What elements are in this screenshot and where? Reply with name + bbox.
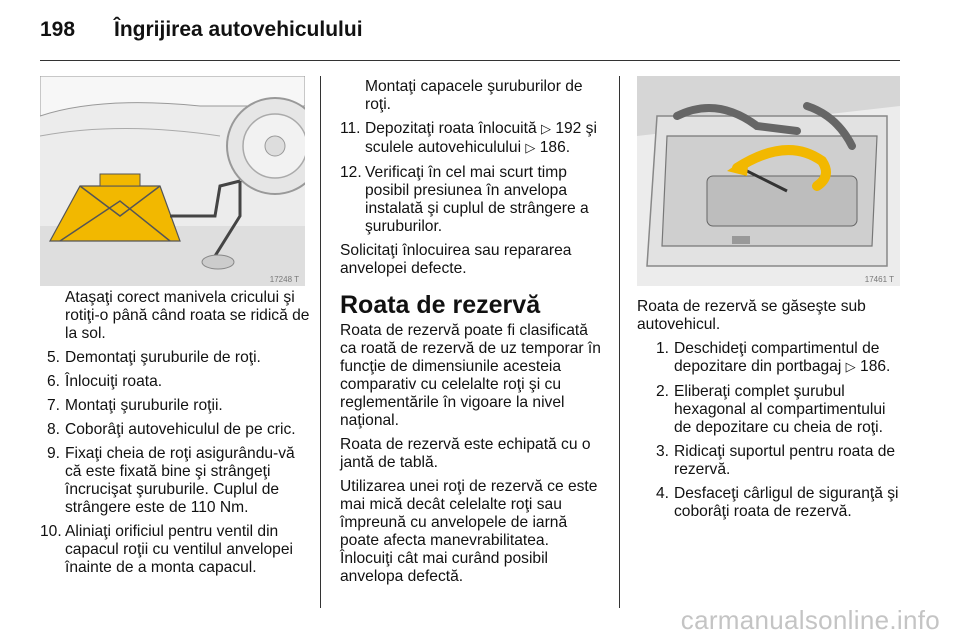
list-item: 6. Înlocuiţi roata. — [46, 373, 163, 390]
continued-step: Montaţi capacele şuruburilor de roţi. — [365, 78, 583, 113]
section-heading: Roata de rezervă — [340, 291, 541, 319]
figure-code: 17461 T — [864, 275, 894, 284]
jack-drawing — [40, 76, 305, 286]
left-column — [40, 289, 310, 577]
jack-illustration — [40, 76, 305, 286]
intro-paragraph: Ataşaţi corect manivela cricului şi rotiţi-o până când roata se ridică de la sol. — [65, 289, 310, 342]
watermark: carmanualsonline.info — [680, 605, 940, 635]
column-divider-right — [619, 76, 620, 608]
list-item: 11. Depozitaţi roata înlocuită ▷ 192 şi sculele autovehiculului ▷ 186. — [340, 120, 597, 156]
intro-paragraph: Roata de rezervă se găseşte sub autovehicul. — [637, 298, 866, 333]
paragraph: Roata de rezervă este echipată cu o jantă de tablă. — [340, 436, 591, 471]
list-item: 3. Ridicaţi suportul pentru roata de rezervă. — [655, 443, 896, 478]
paragraph: Solicitaţi înlocuirea sau repararea anvelopei defecte. — [340, 242, 572, 277]
list-item: 8. Coborâţi autovehiculul de pe cric. — [46, 421, 296, 438]
page-title: Îngrijirea autovehiculului — [114, 18, 363, 41]
trunk-drawing — [637, 76, 900, 286]
list-item: 2. Eliberaţi complet şurubul hexagonal al compartimentului de depozitare cu cheia de roţi. — [655, 383, 886, 436]
list-item: 4. Desfaceţi cârligul de siguranţă şi coborâţi roata de rezervă. — [655, 485, 899, 520]
header-rule — [40, 60, 900, 61]
page-ref-icon: ▷ — [845, 360, 856, 375]
list-item: 7. Montaţi şuruburile roţii. — [46, 397, 223, 414]
list-item: 1. Deschideţi compartimentul de depozitare din portbagaj ▷ 186. — [655, 340, 891, 375]
page-ref-icon: ▷ — [540, 122, 551, 137]
list-item: 5. Demontaţi şuruburile de roţi. — [46, 349, 261, 366]
figure-code: 17248 T — [269, 275, 299, 284]
paragraph: Utilizarea unei roţi de rezervă ce este mai mică decât celelalte roţi sau împreună cu anvelopele de iarnă poate afecta manevrabilitatea. Înlocuiţi cât mai curând posibil anvelopa defectă. — [340, 478, 598, 585]
list-item: 12. Verificaţi în cel mai scurt timp posibil presiunea în anvelopa instalată şi cuplul de strângere a şuruburilor. — [340, 164, 589, 235]
page-ref-icon: ▷ — [525, 141, 536, 156]
list-item: 10. Aliniaţi orificiul pentru ventil din capacul roţii cu ventilul anvelopei înainte de a monta capacul. — [40, 523, 293, 576]
list-item: 9. Fixaţi cheia de roţi asigurându-vă că este fixată bine şi strângeţi încrucişat şuruburile. Cuplul de strângere este de 110 Nm. — [46, 445, 295, 516]
right-column — [637, 298, 905, 521]
column-divider-left — [320, 76, 321, 608]
spare-wheel-illustration — [637, 76, 900, 286]
page-number: 198 — [40, 18, 76, 41]
middle-column — [340, 78, 606, 586]
paragraph: Roata de rezervă poate fi clasificată ca roată de rezervă de uz temporar în funcţie de dimensiunile acesteia comparativ cu celelalte roţi şi cu reglementările în vigoare la nivel naţional. — [340, 322, 601, 429]
